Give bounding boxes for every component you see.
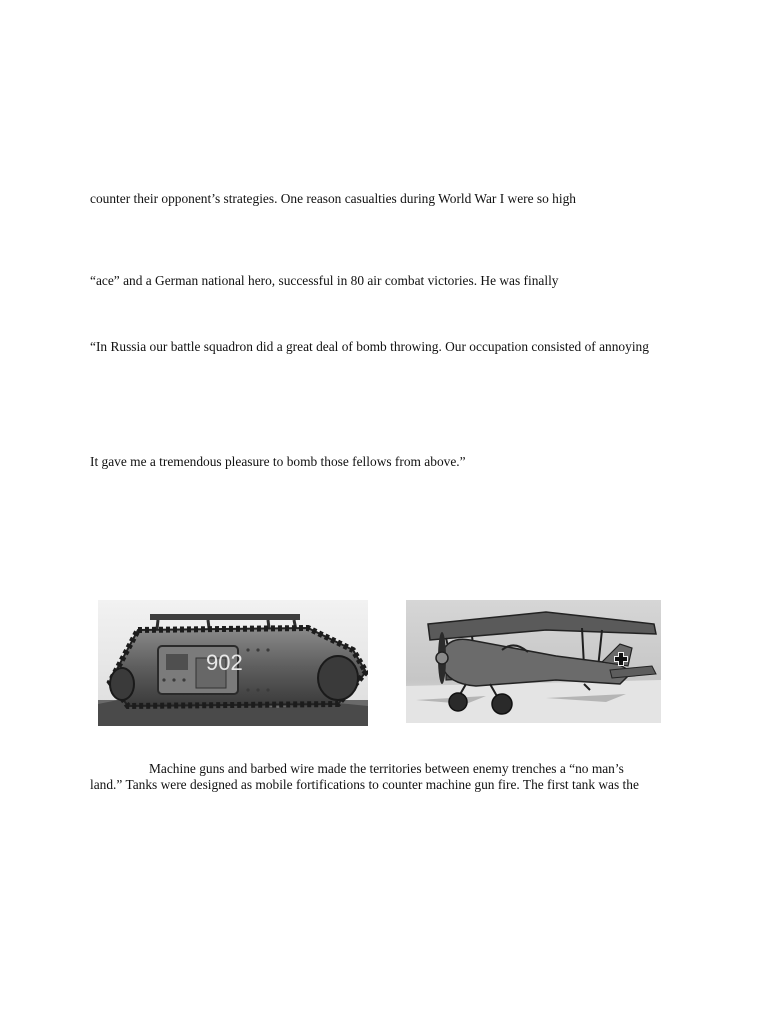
- tank-number: 902: [206, 650, 243, 675]
- tank-illustration: [98, 600, 368, 726]
- text-line: It gave me a tremendous pleasure to bomb those fellows from above.”: [90, 454, 466, 469]
- text-line: “ace” and a German national hero, successful in 80 air combat victories. He was finally: [90, 273, 559, 288]
- text-line: land.” Tanks were designed as mobile fortifications to counter machine gun fire. The first tank was the: [90, 777, 639, 792]
- biplane-illustration: [406, 600, 661, 723]
- tank-photo: [98, 600, 368, 726]
- text-line: “In Russia our battle squadron did a great deal of bomb throwing. Our occupation consisted of annoying: [90, 339, 649, 354]
- biplane-photo: [406, 600, 661, 723]
- text-line: Machine guns and barbed wire made the territories between enemy trenches a “no man’s: [149, 761, 624, 776]
- text-line: counter their opponent’s strategies. One reason casualties during World War I were so high: [90, 191, 576, 206]
